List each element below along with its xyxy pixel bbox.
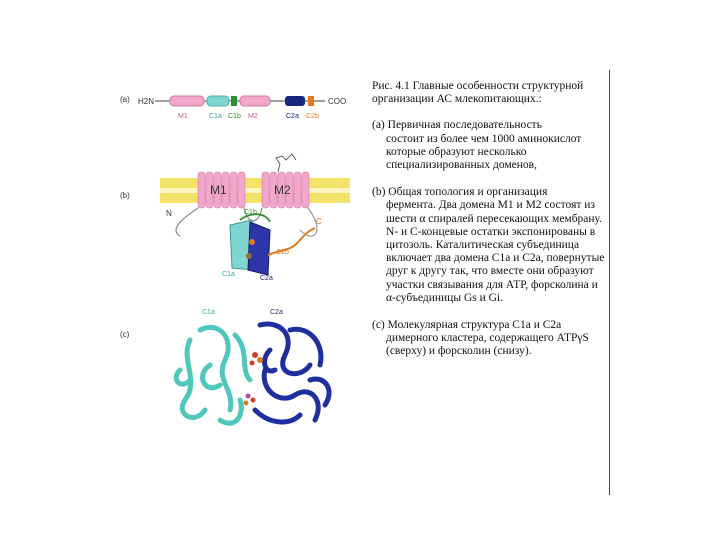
label-c2b: C2b <box>306 113 319 120</box>
caption-item-b-lead: (b) Общая топология и организация <box>372 186 548 199</box>
label-b-c1a: C1a <box>222 271 235 278</box>
label-c1b: C1b <box>228 113 241 120</box>
right-divider-line <box>609 70 610 495</box>
label-b-c1b: C1b <box>244 209 257 216</box>
figure-panels <box>110 80 360 450</box>
panel-a-label: (a) <box>120 95 130 104</box>
domain-c1b-box <box>231 96 237 106</box>
caption-item-c-lead: (c) Молекулярная структура С1а и С2а <box>372 319 562 332</box>
label-c-c1a: C1a <box>202 309 215 316</box>
domain-c2b-box <box>308 96 314 106</box>
caption-title: Рис. 4.1 Главные особенности структурной организации АС млекопитающих.: <box>372 80 584 106</box>
label-b-m2: M2 <box>274 183 291 197</box>
caption-item-b-body: фермента. Два домена M1 и M2 состоят из шести α спиралей пересекающих мембрану. N- и С-концевые остатки экспонированы в цитозоль. Каталитическая субъединица включает два домена C1a и C2a, повернутые друг к другу так, что вместе они образуют участки связывания для АТР, форсколина и α-субъединицы Gs и Gi. <box>386 199 605 304</box>
caption-item-c <box>372 319 608 359</box>
label-b-c: C <box>316 217 322 226</box>
panel-b <box>120 154 350 282</box>
caption-item-a <box>372 119 608 172</box>
membrane-bottom <box>160 193 350 203</box>
caption-item-b <box>372 186 608 305</box>
domain-c1a-box <box>207 96 229 106</box>
panel-c-label: (c) <box>120 330 130 339</box>
label-m2: M2 <box>248 113 258 120</box>
c2a-domain <box>248 222 270 275</box>
panel-a <box>120 95 346 120</box>
label-c1a: C1a <box>209 113 222 120</box>
n-terminus-label: H2N <box>138 97 155 106</box>
panel-c <box>120 309 329 423</box>
c-terminus-label: COO <box>328 97 347 106</box>
c1a-structure <box>176 327 250 423</box>
c2a-structure <box>255 324 329 422</box>
domain-m1-box <box>170 96 204 106</box>
label-b-c2a: C2a <box>260 275 273 282</box>
caption-item-a-lead: (а) Первичная последовательность <box>372 119 542 132</box>
domain-c2a-box <box>285 96 305 106</box>
label-b-c2b: C2b <box>276 249 289 256</box>
caption-item-a-body: состоит из более чем 1000 аминокислот которые образуют несколько специализированных доменов, <box>386 132 582 172</box>
glycan-icon <box>276 154 296 172</box>
label-c-c2a: C2a <box>270 309 283 316</box>
label-m1: M1 <box>178 113 188 120</box>
caption-item-c-body: димерного кластера, содержащего АТРγS (сверху) и форсколин (снизу). <box>386 332 589 358</box>
figure-caption <box>372 80 608 373</box>
label-b-m1: M1 <box>210 183 227 197</box>
domain-m2-box <box>240 96 270 106</box>
label-b-n: N <box>166 209 172 218</box>
panel-b-label: (b) <box>120 191 130 200</box>
membrane-top <box>160 178 350 188</box>
label-c2a: C2a <box>286 113 299 120</box>
